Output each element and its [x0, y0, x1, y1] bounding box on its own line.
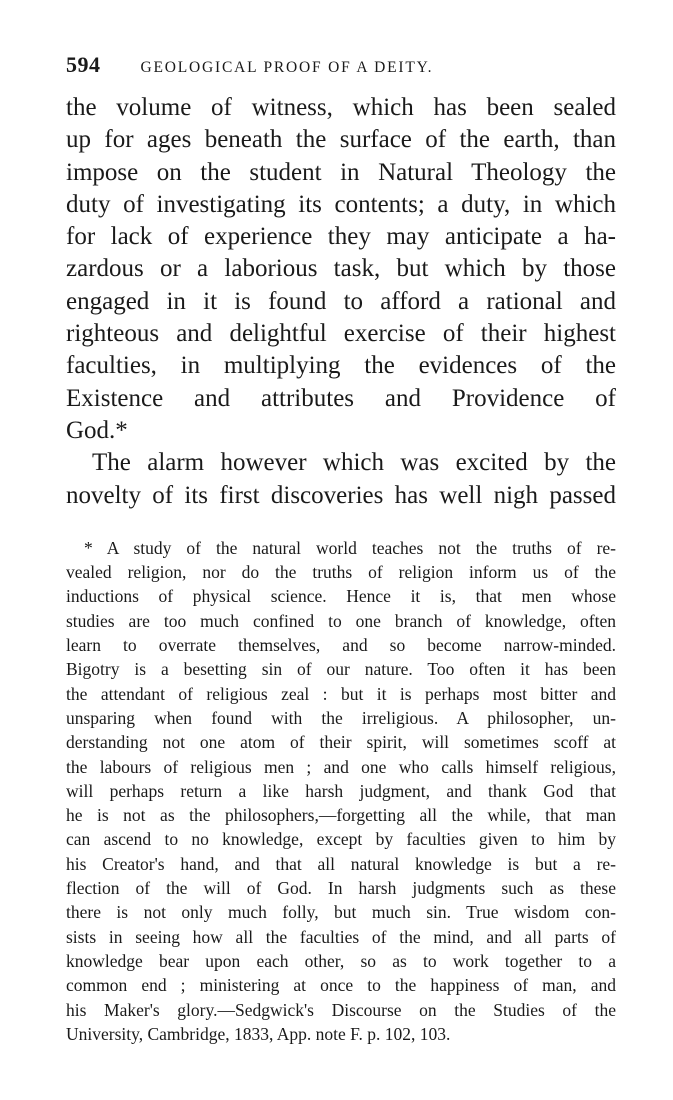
footnote-line: derstanding not one atom of their spirit, will sometimes scoff at: [66, 732, 616, 753]
footnote-line: he is not as the philosophers,—forgetting all the while, that man: [66, 805, 616, 826]
footnote-line: there is not only much folly, but much sin. True wisdom con-: [66, 902, 616, 923]
body-line: impose on the student in Natural Theology the: [66, 158, 616, 186]
footnote-line: knowledge bear upon each other, so as to work together to a: [66, 950, 616, 971]
running-head: [66, 52, 616, 86]
body-line: engaged in it is found to afford a rational and: [66, 287, 616, 315]
footnote-line: common end ; ministering at once to the happiness of man, and: [66, 975, 616, 996]
body-line: duty of investigating its contents; a duty, in which: [66, 190, 616, 218]
footnote-line: his Maker's glory.—Sedgwick's Discourse on the Studies of the: [66, 999, 616, 1020]
footnote-line: inductions of physical science. Hence it is, that men whose: [66, 586, 616, 607]
footnote-line: flection of the will of God. In harsh judgments such as these: [66, 878, 616, 899]
footnote-line: the attendant of religious zeal : but it is perhaps most bitter and: [66, 683, 616, 704]
body-line: Existence and attributes and Providence of: [66, 384, 616, 412]
footnote-line-citation: University, Cambridge, 1833, App. note F. p. 102, 103.: [66, 1023, 451, 1044]
body-line: up for ages beneath the surface of the earth, than: [66, 126, 616, 154]
running-title: GEOLOGICAL PROOF OF A DEITY.: [140, 59, 434, 76]
footnote-line: learn to overrate themselves, and so become narrow-minded.: [66, 635, 616, 656]
body-line-paragraph-start: The alarm however which was excited by the: [92, 449, 616, 477]
footnote-line: vealed religion, nor do the truths of religion inform us of the: [66, 562, 616, 583]
footnote-line: can ascend to no knowledge, except by faculties given to him by: [66, 829, 616, 850]
footnote-line: Bigotry is a besetting sin of our nature. Too often it has been: [66, 659, 616, 680]
footnote-line: * A study of the natural world teaches not the truths of re-: [84, 537, 616, 558]
book-page: [66, 52, 616, 1046]
footnote: [66, 536, 616, 1046]
footnote-line: sists in seeing how all the faculties of the mind, and all parts of: [66, 926, 616, 947]
footnote-line: the labours of religious men ; and one who calls himself religious,: [66, 756, 616, 777]
footnote-line: unsparing when found with the irreligious. A philosopher, un-: [66, 707, 616, 728]
body-line-footnote-ref: God.*: [66, 416, 128, 444]
footnote-line: studies are too much confined to one branch of knowledge, often: [66, 610, 616, 631]
footnote-line: his Creator's hand, and that all natural knowledge is but a re-: [66, 853, 616, 874]
body-line: righteous and delightful exercise of their highest: [66, 320, 616, 348]
body-line: faculties, in multiplying the evidences of the: [66, 352, 616, 380]
footnote-line: will perhaps return a like harsh judgment, and thank God that: [66, 780, 616, 801]
body-text: [66, 92, 616, 512]
page-number: 594: [66, 52, 101, 77]
body-line: novelty of its first discoveries has well nigh passed: [66, 481, 616, 509]
body-line: the volume of witness, which has been sealed: [66, 94, 616, 121]
body-line: for lack of experience they may anticipate a ha-: [66, 223, 616, 251]
body-line: zardous or a laborious task, but which by those: [66, 255, 616, 283]
